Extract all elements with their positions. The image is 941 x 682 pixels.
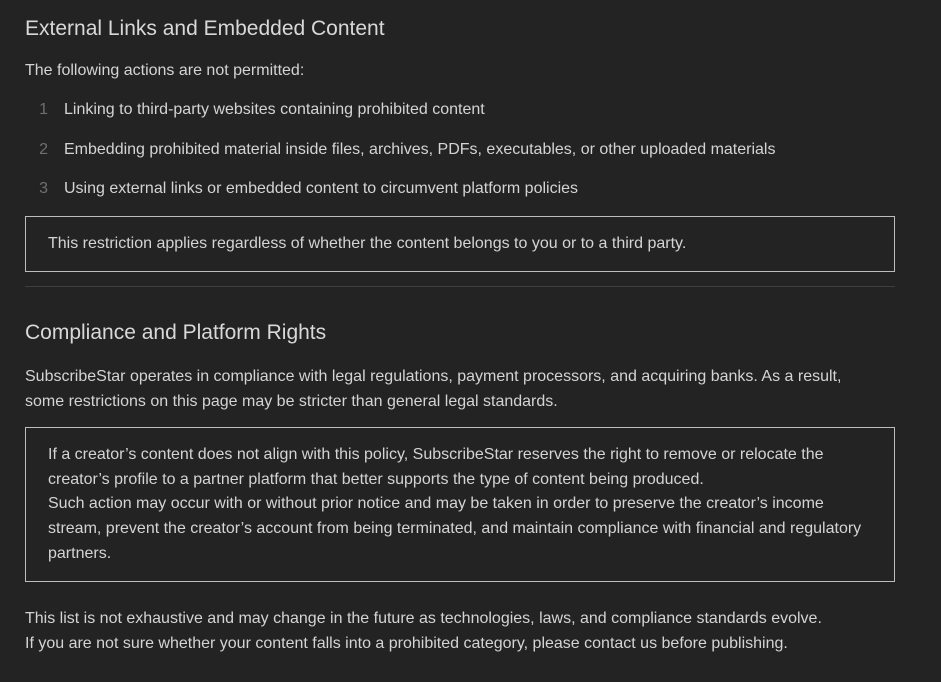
list-item-text: Linking to third-party websites containing prohibited content: [64, 101, 485, 118]
list-item-text: Embedding prohibited material inside files, archives, PDFs, executables, or other uploaded materials: [64, 140, 776, 158]
section-divider: [25, 286, 895, 287]
list-item: [25, 179, 895, 199]
prohibited-actions-list: [25, 100, 895, 219]
platform-rights-note-box: [25, 427, 895, 582]
list-item-number: 1: [39, 101, 48, 118]
restriction-note-box: [25, 216, 895, 272]
list-item: [25, 100, 895, 120]
section-intro-external-links: The following actions are not permitted:: [25, 62, 305, 79]
section-title-compliance: Compliance and Platform Rights: [25, 321, 327, 344]
closing-statement: [25, 607, 895, 656]
restriction-note-text: This restriction applies regardless of whether the content belongs to you or to a third party.: [48, 234, 687, 252]
list-item: [25, 140, 895, 160]
section-title-external-links: External Links and Embedded Content: [25, 17, 385, 40]
list-item-number: 3: [39, 180, 48, 197]
closing-line-1: This list is not exhaustive and may change in the future as technologies, laws, and compliance standards evolve.: [25, 610, 822, 627]
section-intro-compliance: SubscribeStar operates in compliance with legal regulations, payment processors, and acquiring banks. As a result, some restrictions on this page may be stricter than general legal standards.: [25, 368, 842, 410]
list-item-number: 2: [39, 140, 48, 158]
platform-rights-paragraph-2: Such action may occur with or without prior notice and may be taken in order to preserve the creator’s income stream, prevent the creator’s account from being terminated, and maintain compliance with financial and regulatory partners.: [48, 495, 862, 562]
list-item-text: Using external links or embedded content to circumvent platform policies: [64, 180, 579, 197]
platform-rights-paragraph-1: If a creator’s content does not align with this policy, SubscribeStar reserves the right to remove or relocate the creator’s profile to a partner platform that better supports the type of content being produced.: [48, 446, 824, 488]
closing-line-2: If you are not sure whether your content falls into a prohibited category, please contact us before publishing.: [25, 634, 788, 652]
